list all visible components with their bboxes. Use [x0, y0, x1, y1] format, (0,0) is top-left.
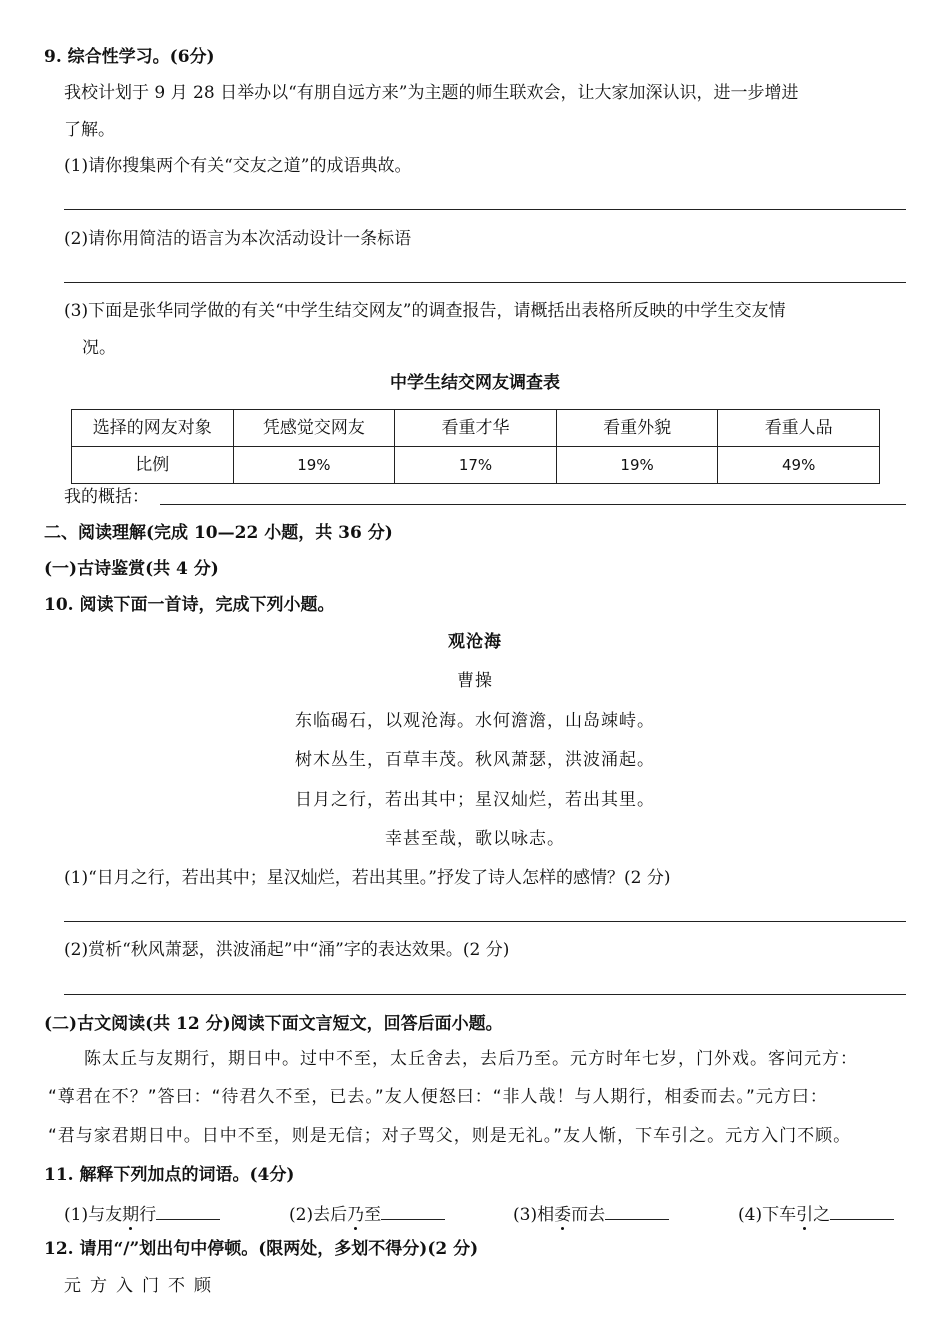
- q11-item-pre: 下车: [762, 1205, 797, 1225]
- q11-item-pre: 与友: [88, 1205, 123, 1225]
- answer-line[interactable]: [64, 209, 906, 210]
- q11-item-dotted-word: 期: [122, 1205, 140, 1225]
- table-header-cell: 看重才华: [395, 410, 557, 447]
- table-header-cell: 选择的网友对象: [72, 410, 234, 447]
- answer-line[interactable]: [64, 282, 906, 283]
- table-header-cell: 看重人品: [718, 410, 880, 447]
- answer-blank[interactable]: [605, 1203, 669, 1220]
- q9-sub1: (1)请你搜集两个有关“交友之道”的成语典故。: [64, 156, 412, 176]
- q11-item-dotted-word: 乃: [347, 1205, 365, 1225]
- section2-title: 二、阅读理解(完成 10—22 小题，共 36 分): [44, 523, 393, 543]
- poem-author: 曹操: [457, 671, 493, 691]
- passage-line: 陈太丘与友期行，期日中。过中不至，太丘舍去，去后乃至。元方时年七岁，门外戏。客问元方：: [84, 1049, 858, 1069]
- q11-item-post: 至: [364, 1205, 382, 1225]
- q11-item: [64, 1203, 220, 1225]
- q11-title: 11. 解释下列加点的词语。(4分): [44, 1165, 295, 1185]
- q12-sentence[interactable]: 元方入门不顾: [64, 1276, 220, 1296]
- q11-item-post: 而去: [571, 1205, 606, 1225]
- table-title: 中学生结交网友调查表: [390, 373, 560, 393]
- q9-title: 9. 综合性学习。(6分): [44, 47, 215, 67]
- poem-title: 观沧海: [448, 632, 502, 652]
- q9-intro-line2: 了解。: [64, 120, 115, 140]
- summary-answer-line[interactable]: [160, 504, 906, 505]
- poem-line: 日月之行，若出其中；星汉灿烂，若出其里。: [295, 790, 655, 810]
- q11-item-pre: 去后: [313, 1205, 348, 1225]
- answer-blank[interactable]: [156, 1203, 220, 1220]
- q10-sub1: (1)“日月之行，若出其中；星汉灿烂，若出其里。”抒发了诗人怎样的感情？(2 分): [64, 868, 671, 888]
- q11-item: [738, 1203, 894, 1225]
- table-cell: 17%: [395, 447, 557, 484]
- q11-item-num: (1): [64, 1205, 89, 1225]
- passage-line: “君与家君期日中。日中不至，则是无信；对子骂父，则是无礼。”友人惭，下车引之。元方入门不顾。: [48, 1126, 852, 1146]
- answer-line[interactable]: [64, 921, 906, 922]
- q11-item: [513, 1203, 669, 1225]
- table-header-cell: 凭感觉交网友: [233, 410, 395, 447]
- part1-title: (一)古诗鉴赏(共 4 分): [44, 559, 219, 579]
- q11-item-pre: 相: [537, 1205, 555, 1225]
- poem-line: 东临碣石，以观沧海。水何澹澹，山岛竦峙。: [295, 711, 655, 731]
- poem-line: 幸甚至哉，歌以咏志。: [385, 829, 565, 849]
- table-cell: 19%: [233, 447, 395, 484]
- answer-line[interactable]: [64, 994, 906, 995]
- table-header-row: [72, 410, 880, 447]
- q10-title: 10. 阅读下面一首诗，完成下列小题。: [44, 595, 335, 615]
- table-row-label: 比例: [72, 447, 234, 484]
- q11-item-num: (3): [513, 1205, 538, 1225]
- survey-table: [71, 409, 880, 484]
- q11-item-dotted-word: 委: [554, 1205, 572, 1225]
- q11-item-post: 行: [139, 1205, 157, 1225]
- q10-sub2: (2)赏析“秋风萧瑟，洪波涌起”中“涌”字的表达效果。(2 分): [64, 940, 510, 960]
- table-header-cell: 看重外貌: [556, 410, 718, 447]
- q11-item-post: 之: [813, 1205, 831, 1225]
- table-cell: 49%: [718, 447, 880, 484]
- table-row: [72, 447, 880, 484]
- q11-item-num: (2): [289, 1205, 314, 1225]
- table-cell: 19%: [556, 447, 718, 484]
- q9-intro-line1: 我校计划于 9 月 28 日举办以“有朋自远方来”为主题的师生联欢会，让大家加深认识，进一步增进: [64, 83, 799, 103]
- q9-sub3-line1: (3)下面是张华同学做的有关“中学生结交网友”的调查报告，请概括出表格所反映的中学生交友情: [64, 301, 786, 321]
- passage-line: “尊君在不？”答曰：“待君久不至，已去。”友人便怒曰：“非人哉！与人期行，相委而去。”元方曰：: [48, 1087, 828, 1107]
- part2-title: (二)古文阅读(共 12 分)阅读下面文言短文，回答后面小题。: [44, 1014, 503, 1034]
- q11-item: [289, 1203, 445, 1225]
- answer-blank[interactable]: [830, 1203, 894, 1220]
- q12-title: 12. 请用“/”划出句中停顿。(限两处，多划不得分)(2 分): [44, 1239, 479, 1259]
- answer-blank[interactable]: [381, 1203, 445, 1220]
- q11-item-dotted-word: 引: [796, 1205, 814, 1225]
- poem-line: 树木丛生，百草丰茂。秋风萧瑟，洪波涌起。: [295, 750, 655, 770]
- q9-sub3-line2: 况。: [82, 338, 116, 358]
- summary-label: 我的概括：: [64, 487, 149, 507]
- q9-sub2: (2)请你用简洁的语言为本次活动设计一条标语: [64, 229, 412, 249]
- q11-item-num: (4): [738, 1205, 763, 1225]
